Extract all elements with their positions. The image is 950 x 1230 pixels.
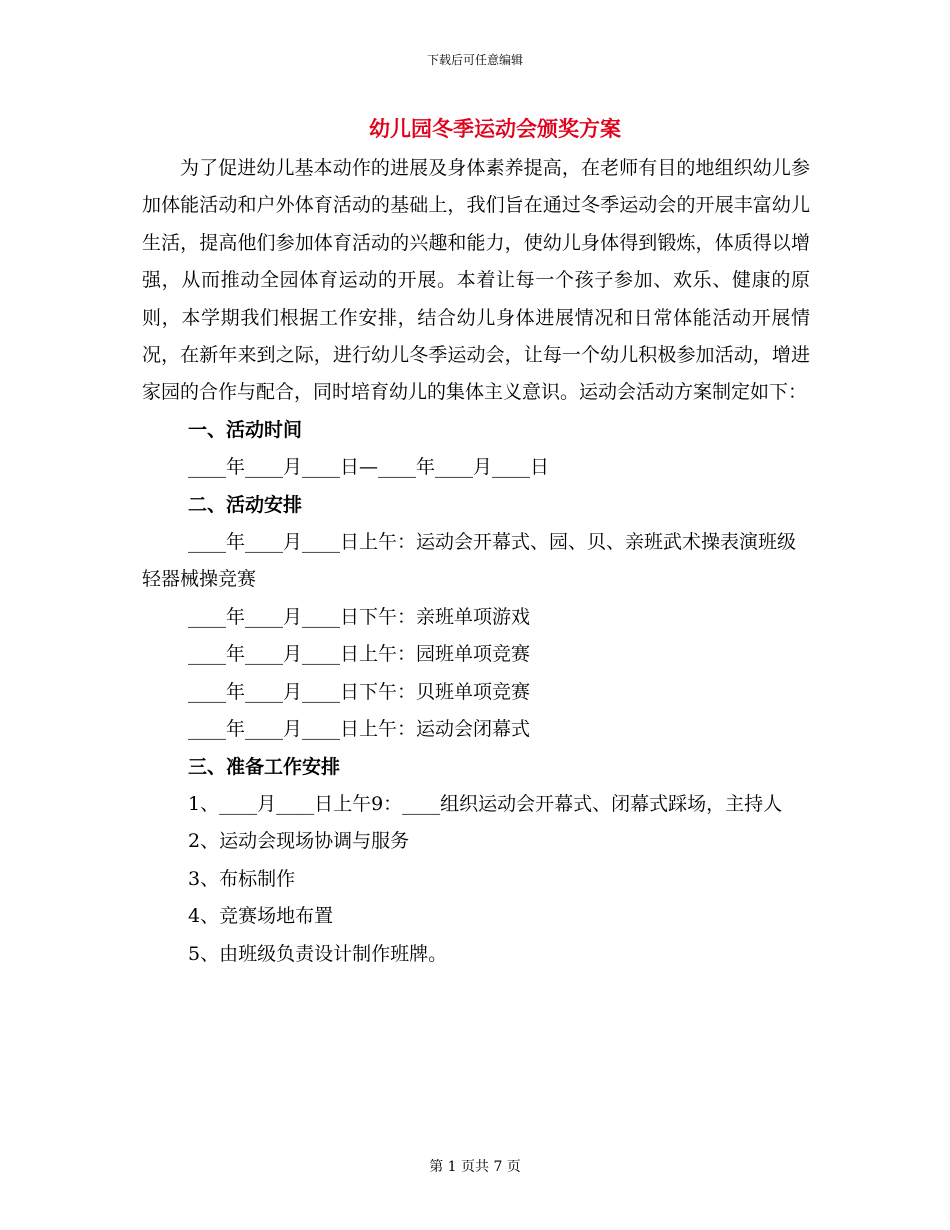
schedule-item: ____年____月____日下午：贝班单项竞赛 [188, 680, 531, 703]
schedule-item: ____年____月____日上午：运动会开幕式、园、贝、亲班武术操表演班级轻器械操竞赛 [142, 531, 797, 591]
document-body [142, 150, 810, 973]
activity-time-line: ____年____月____日—____年____月____日 [188, 456, 550, 479]
schedule-item: ____年____月____日上午：运动会闭幕式 [188, 718, 531, 741]
section-heading-activity-schedule: 二、活动安排 [188, 493, 303, 516]
preparation-item: 5、由班级负责设计制作班牌。 [188, 942, 448, 965]
page-footer: 第 1 页共 7 页 [429, 1159, 521, 1175]
intro-paragraph: 为了促进幼儿基本动作的进展及身体素养提高，在老师有目的地组织幼儿参加体能活动和户外体育活动的基础上，我们旨在通过冬季运动会的开展丰富幼儿生活，提高他们参加体育活动的兴趣和能力，使幼儿身体得到锻炼，体质得以增强，从而推动全园体育运动的开展。本着让每一个孩子参加、欢乐、健康的原则，本学期我们根据工作安排，结合幼儿身体进展情况和日常体能活动开展情况，在新年来到之际，进行幼儿冬季运动会，让每一个幼儿积极参加活动，增进家园的合作与配合，同时培育幼儿的集体主义意识。运动会活动方案制定如下： [142, 157, 810, 404]
schedule-item: ____年____月____日上午：园班单项竞赛 [188, 643, 531, 666]
page-header: 下载后可任意编辑 [426, 53, 523, 67]
schedule-item: ____年____月____日下午：亲班单项游戏 [188, 605, 531, 628]
preparation-item: 2、运动会现场协调与服务 [188, 830, 410, 853]
preparation-item: 1、____月____日上午9：____组织运动会开幕式、闭幕式踩场，主持人 [188, 792, 783, 815]
preparation-item: 3、布标制作 [188, 867, 296, 890]
section-heading-activity-time: 一、活动时间 [188, 418, 303, 441]
preparation-item: 4、竞赛场地布置 [188, 905, 334, 928]
section-heading-preparation: 三、准备工作安排 [188, 755, 341, 778]
document-title: 幼儿园冬季运动会颁奖方案 [369, 117, 621, 141]
